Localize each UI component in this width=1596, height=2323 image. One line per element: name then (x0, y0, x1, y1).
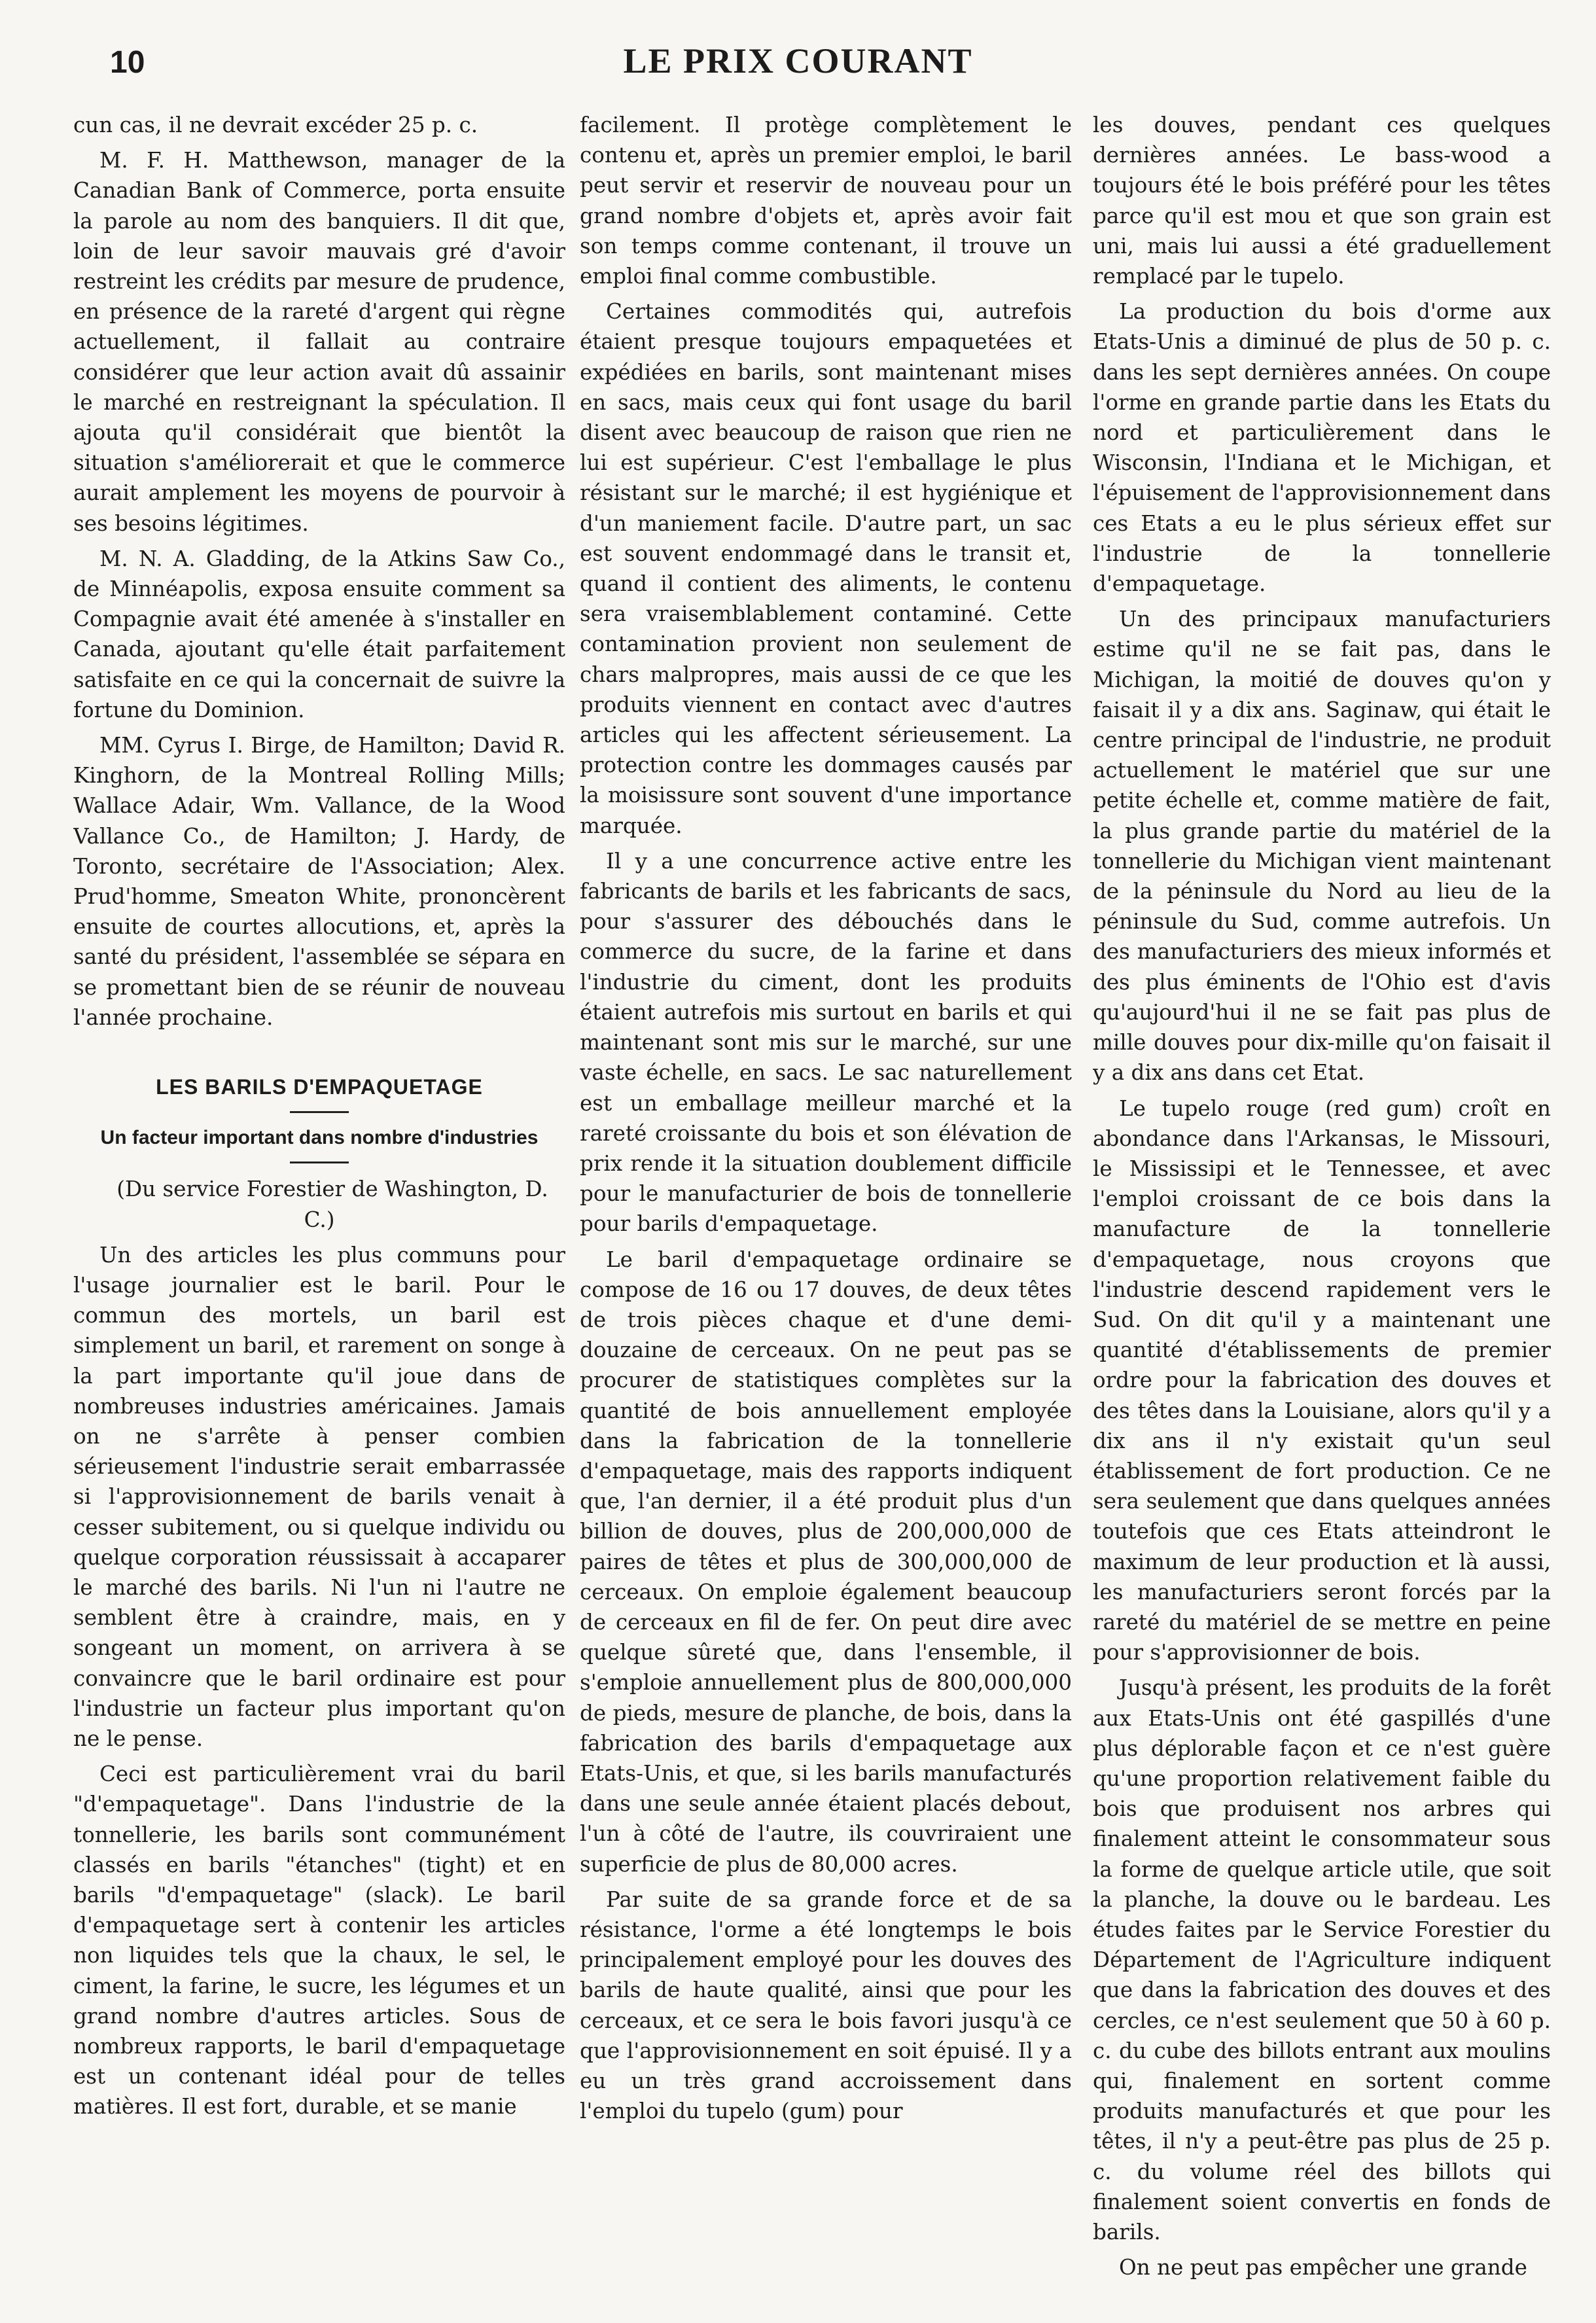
column-left (73, 110, 565, 2296)
article-title: LES BARILS D'EMPAQUETAGE (156, 1075, 483, 1099)
paragraph: Un des principaux manufacturiers estime qu'il ne se fait pas, dans le Michigan, la moitié de douves qu'on y faisait il y a dix ans. Saginaw, qui était le centre principal de l'industrie, ne produit actuellement le matériel que sur une petite échelle et, comme matière de fait, la plus grande partie du matériel de la tonnellerie du Michigan vient maintenant de la péninsule du Nord au lieu de la péninsule du Sud, comme autrefois. Un des manufacturiers des mieux informés et des plus éminents de l'Ohio est d'avis qu'aujourd'hui il ne se fait pas plus de mille douves pour dix-mille qu'on faisait il y a dix ans dans cet Etat. (1093, 607, 1551, 1086)
article-source: (Du service Forestier de Washington, D. C.) (116, 1177, 548, 1232)
subtitle-rule (290, 1162, 349, 1163)
paragraph: M. N. A. Gladding, de la Atkins Saw Co., de Minnéapolis, exposa ensuite comment sa Compagnie avait été amenée à s'installer en Canada, ajoutant qu'elle était parfaitement satisfaite en ce qui la concernait de suivre la fortune du Dominion. (73, 546, 565, 722)
paragraph: On ne peut pas empêcher une grande (1119, 2255, 1527, 2280)
article-subtitle: Un facteur important dans nombre d'industries (100, 1127, 539, 1149)
paragraph: La production du bois d'orme aux Etats-Unis a diminué de plus de 50 p. c. dans les sept dernières années. On coupe l'orme en grande partie dans les Etats du nord et particulièrement dans le Wisconsin, l'Indiana et le Michigan, et l'épuisement de l'approvisionnement dans ces Etats a eu le plus sérieux effet sur l'industrie de la tonnellerie d'empaquetage. (1093, 299, 1551, 597)
paragraph: les douves, pendant ces quelques dernières années. Le bass-wood a toujours été le bois préféré pour les têtes parce qu'il est mou et que son grain est uni, mais lui aussi a été graduellement remplacé par le tupelo. (1093, 113, 1551, 289)
paragraph: facilement. Il protège complètement le contenu et, après un premier emploi, le baril peut servir et reservir de nouveau pour un grand nombre d'objets et, après avoir fait son temps comme contenant, il trouve un emploi final comme combustible. (580, 113, 1072, 289)
paragraph: Ceci est particulièrement vrai du baril "d'empaquetage". Dans l'industrie de la tonnellerie, les barils sont communément classés en barils "étanches" (tight) et en barils "d'empaquetage" (slack). Le baril d'empaquetage sert à contenir les articles non liquides tels que la chaux, le sel, le ciment, la farine, le sucre, les légumes et un grand nombre d'autres articles. Sous de nombreux rapports, le baril d'empaquetage est un contenant idéal pour de telles matières. Il est fort, durable, et se manie (73, 1762, 565, 2119)
page-number: 10 (110, 45, 145, 80)
masthead-title: LE PRIX COURANT (623, 41, 973, 80)
paragraph: Un des articles les plus communs pour l'usage journalier est le baril. Pour le commun des mortels, un baril est simplement un baril, et rarement on songe à la part importante qu'il joue dans de nombreuses industries américaines. Jamais on ne s'arrête à penser combien sérieusement l'industrie serait embarrassée si l'approvisionnement de barils venait à cesser subitement, ou si quelque individu ou quelque corporation réussissait à accaparer le marché des barils. Ni l'un ni l'autre ne semblent être à craindre, mais, en y songeant un moment, on arrivera à se convaincre que le baril ordinaire est pour l'industrie un facteur plus important qu'on ne le pense. (73, 1242, 565, 1751)
paragraph: Certaines commodités qui, autrefois étaient presque toujours empaquetées et expédiées en barils, sont maintenant mises en sacs, mais ceux qui font usage du baril disent avec beaucoup de raison que rien ne lui est supérieur. C'est l'emballage le plus résistant sur le marché; il est hygiénique et d'un maniement facile. D'autre part, un sac est souvent endommagé dans le transit et, quand il contient des aliments, le contenu sera vraisemblablement contaminé. Cette contamination provient non seulement de chars malpropres, mais aussi de ce que les produits viennent en contact avec d'autres articles qui les affectent sérieusement. La protection contre les dommages causés par la moisissure sont souvent d'une importance marquée. (580, 299, 1072, 838)
column-middle (580, 110, 1072, 2296)
paragraph: Par suite de sa grande force et de sa résistance, l'orme a été longtemps le bois principalement employé pour les douves des barils de haute qualité, ainsi que pour les cerceaux, et ce sera le bois favori jusqu'à ce que l'approvisionnement en soit épuisé. Il y a eu un très grand accroissement dans l'emploi du tupelo (gum) pour (580, 1887, 1072, 2124)
paragraph: cun cas, il ne devrait excéder 25 p. c. (73, 113, 478, 137)
paragraph: Il y a une concurrence active entre les fabricants de barils et les fabricants de sacs, pour s'assurer des débouchés dans le commerce du sucre, de la farine et dans l'industrie du ciment, dont les produits étaient autrefois mis surtout en barils et qui maintenant sont mis sur le marché, sur une vaste échelle, en sacs. Le sac naturellement est un emballage meilleur marché et la rareté croissante du bois et son élévation de prix rende it la situation doublement difficile pour le manufacturier de bois de tonnellerie pour barils d'empaquetage. (580, 848, 1072, 1237)
title-rule (290, 1111, 349, 1113)
paragraph: Le baril d'empaquetage ordinaire se compose de 16 ou 17 douves, de deux têtes de trois pièces chaque et d'une demi-douzaine de cerceaux. On ne peut pas se procurer de statistiques complètes sur la quantité de bois annuellement employée dans la fabrication de la tonnellerie d'empaquetage, mais des rapports indiquent que, l'an dernier, il a été produit plus d'un billion de douves, plus de 200,000,000 de paires de têtes et plus de 300,000,000 de cerceaux. On emploie également beaucoup de cerceaux en fil de fer. On peut dire avec quelque sûreté que, dans l'ensemble, il s'emploie annuellement plus de 800,000,000 de pieds, mesure de planche, de bois, dans la fabrication des barils d'empaquetage aux Etats-Unis, et que, si les barils manufacturés dans une seule année étaient placés debout, l'un à côté de l'autre, ils couvriraient une superficie de plus de 80,000 acres. (580, 1247, 1072, 1877)
paragraph: MM. Cyrus I. Birge, de Hamilton; David R. Kinghorn, de la Montreal Rolling Mills; Wallace Adair, Wm. Vallance, de la Wood Vallance Co., de Hamilton; J. Hardy, de Toronto, secrétaire de l'Association; Alex. Prud'homme, Smeaton White, prononcèrent ensuite de courtes allocutions, et, après la santé du président, l'assemblée se sépara en se promettant bien de se réunir de nouveau l'année prochaine. (73, 733, 565, 1030)
column-right (1093, 110, 1551, 2296)
paragraph: Jusqu'à présent, les produits de la forêt aux Etats-Unis ont été gaspillés d'une plus déplorable façon et ce n'est guère qu'une proportion relativement faible du bois que produisent nos arbres qui finalement atteint le consommateur sous la forme de quelque article utile, que soit la planche, la douve ou le bardeau. Les études faites par le Service Forestier du Département de l'Agriculture indiquent que dans la fabrication des douves et des cercles, ce n'est seulement que 50 à 60 p. c. du cube des billots entrant aux moulins qui, finalement en sortent comme produits manufacturés et que pour les têtes, il n'y a peut-être pas plus de 25 p. c. du volume réel des billots qui finalement soient convertis en fonds de barils. (1093, 1675, 1551, 2245)
paragraph: Le tupelo rouge (red gum) croît en abondance dans l'Arkansas, le Missouri, le Mississipi et le Tennessee, et avec l'emploi croissant de ce bois dans la manufacture de la tonnellerie d'empaquetage, nous croyons que l'industrie descend rapidement vers le Sud. On dit qu'il y a maintenant une quantité d'établissements de premier ordre pour la fabrication des douves et des têtes dans la Louisiane, alors qu'il y a dix ans il n'y existait qu'un seul établissement de fort production. Ce ne sera seulement que dans quelques années toutefois que ces Etats atteindront le maximum de leur production et là aussi, les manufacturiers seront forcés par la rareté du matériel de se mettre en peine pour s'approvisionner de bois. (1093, 1095, 1551, 1665)
paragraph: M. F. H. Matthewson, manager de la Canadian Bank of Commerce, porta ensuite la parole au nom des banquiers. Il dit que, loin de leur savoir mauvais gré d'avoir restreint les crédits par mesure de prudence, en présence de la rareté d'argent qui règne actuellement, il fallait au contraire considérer que leur action avait dû assainir le marché en restreignant la spéculation. Il ajouta qu'il considérait que bientôt la situation s'améliorerait et que le commerce aurait amplement les moyens de pourvoir à ses besoins légitimes. (73, 148, 565, 536)
